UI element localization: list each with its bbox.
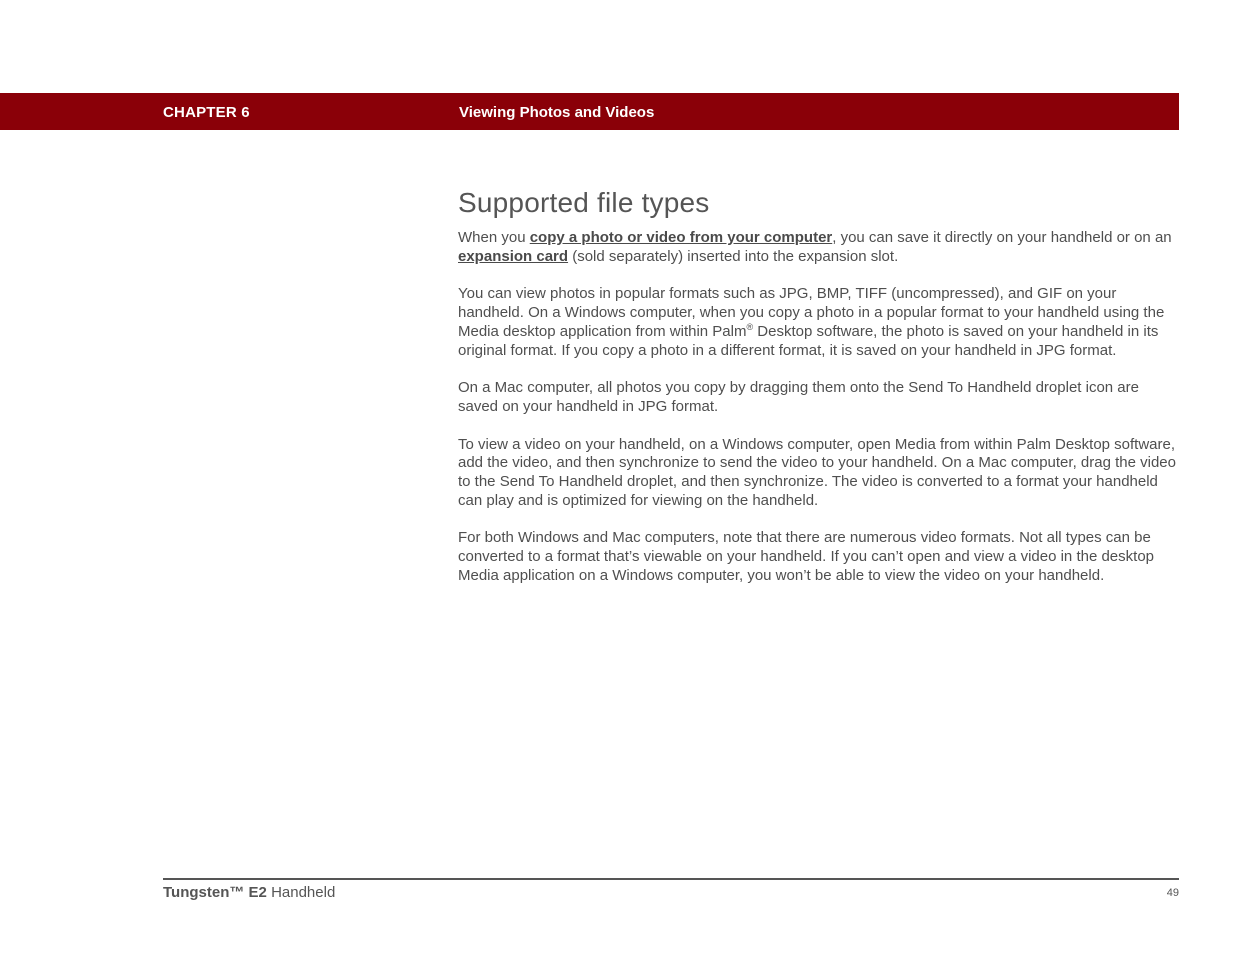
section-heading: Supported file types <box>458 187 710 218</box>
chapter-title: Viewing Photos and Videos <box>459 104 655 121</box>
expansion-card-link[interactable]: expansion card <box>458 247 569 265</box>
page-number: 49 <box>1166 887 1179 899</box>
text: Desktop software, the photo is saved on your handheld in its original format. If you copy a photo in a different format, it is saved on your handheld in JPG format. <box>458 322 1159 359</box>
product-name-bold: Tungsten™ E2 <box>163 884 267 901</box>
text: (sold separately) inserted into the expansion slot. <box>568 247 899 265</box>
text: When you <box>458 229 530 246</box>
paragraph-video-formats: For both Windows and Mac computers, note that there are numerous video formats. Not all types can be converted to a format that’s viewable on your handheld. If you can’t open and view a video in the desktop Media application on a Windows computer, you won’t be able to view the video on your handheld. <box>458 529 1154 584</box>
paragraph-video: To view a video on your handheld, on a Windows computer, open Media from within Palm Desktop software, add the video, and then synchronize to send the video to your handheld. On a Mac computer, drag the video to the Send To Handheld droplet, and then synchronize. The video is converted to a format your handheld can play and is optimized for viewing on the handheld. <box>458 435 1176 509</box>
text: , you can save it directly on your handheld or on an <box>832 229 1172 246</box>
chapter-label: CHAPTER 6 <box>163 104 250 121</box>
paragraph-photo-formats <box>458 285 1180 360</box>
registered-mark: ® <box>746 321 754 332</box>
paragraph-intro <box>458 229 1180 266</box>
paragraph-mac-photos: On a Mac computer, all photos you copy by dragging them onto the Send To Handheld droplet icon are saved on your handheld in JPG format. <box>458 379 1139 415</box>
footer-divider <box>163 878 1179 880</box>
product-name-rest: Handheld <box>266 884 336 901</box>
chapter-header-bar <box>0 93 1179 130</box>
footer-product-name <box>163 884 335 901</box>
copy-photo-video-link[interactable]: copy a photo or video from your computer <box>529 229 833 246</box>
main-content <box>458 183 1180 605</box>
text: You can view photos in popular formats such as JPG, BMP, TIFF (uncompressed), and GIF on your handheld. On a Windows computer, when you copy a photo in a popular format to your handheld using the Media desktop application from within Palm <box>458 285 1165 340</box>
